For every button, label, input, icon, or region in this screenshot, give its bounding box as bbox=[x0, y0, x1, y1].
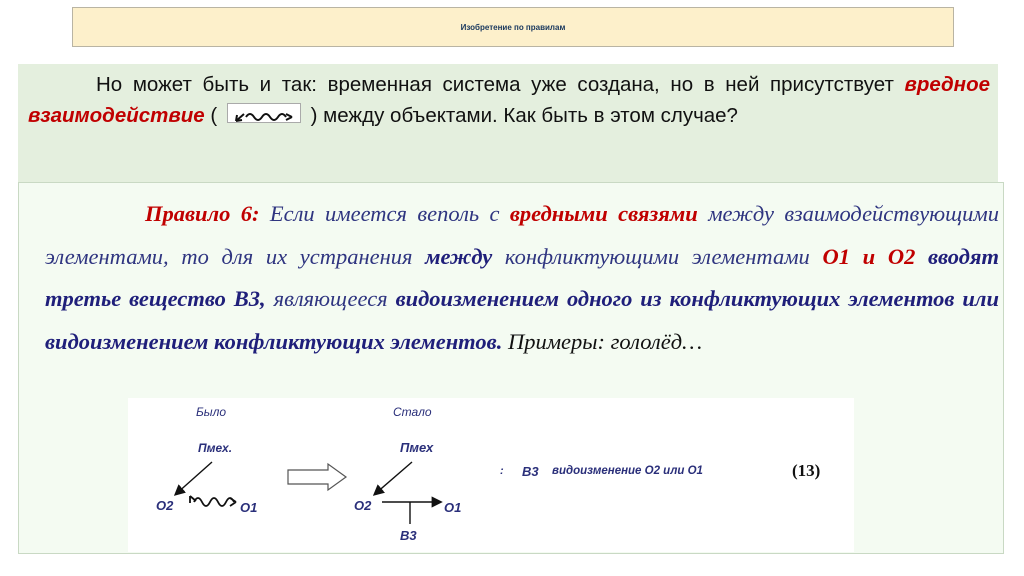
modification-text: видоизменением одного из конфликтующих элементов или видоизменением конфликтующих элементов. bbox=[45, 286, 999, 354]
was-label: Было bbox=[196, 405, 227, 419]
title-bar bbox=[72, 7, 954, 47]
o1-left-label: О1 bbox=[240, 500, 258, 515]
harmful-interaction-label: вредное взаимодействие bbox=[28, 73, 990, 127]
harmful-wave-diagram bbox=[194, 498, 234, 506]
page-title: Изобретение по правилам bbox=[460, 22, 566, 32]
close-paren: ) bbox=[304, 104, 324, 127]
open-paren: ( bbox=[204, 104, 223, 127]
became-label: Стало bbox=[393, 405, 432, 419]
rule-t2: между взаимодействующими элементами, то для их устранения bbox=[45, 201, 999, 269]
rule-text bbox=[45, 193, 999, 363]
formula-b3: В3 bbox=[522, 464, 539, 479]
arrow-left-diagonal bbox=[176, 462, 212, 494]
p-mech-left-label: Пмех. bbox=[198, 441, 233, 455]
rule-t4: являющееся bbox=[265, 286, 396, 311]
intro-text-before: Но может быть и так: временная система уже создана, но в ней присутствует bbox=[96, 73, 905, 96]
o2-right-label: О2 bbox=[354, 498, 372, 513]
o2-left-label: О2 bbox=[156, 498, 174, 513]
harmful-links: вредными связями bbox=[509, 201, 698, 226]
transform-arrow-icon bbox=[288, 464, 346, 490]
harmful-wave-icon bbox=[227, 103, 301, 123]
arrow-right-diagonal bbox=[375, 462, 412, 494]
su-field-diagram bbox=[128, 398, 854, 552]
formula-text: видоизменение О2 или О1 bbox=[552, 465, 703, 477]
rule-t1: Если имеется веполь с bbox=[259, 201, 510, 226]
formula-prefix: : bbox=[500, 465, 504, 477]
formula-number: (13) bbox=[792, 461, 821, 480]
o1-o2-label: О1 и О2 bbox=[822, 243, 916, 269]
rule-t3: конфликтующими элементами bbox=[492, 243, 823, 269]
intro-paragraph bbox=[18, 64, 998, 182]
examples-text: Примеры: гололёд… bbox=[502, 328, 703, 354]
rule-label: Правило 6: bbox=[145, 201, 260, 226]
intro-text-after: между объектами. Как быть в этом случае? bbox=[323, 104, 738, 127]
introduce-substance: вводят третье вещество В3, bbox=[45, 243, 1000, 311]
between-emphasis: между bbox=[425, 243, 493, 269]
b3-label: В3 bbox=[400, 528, 417, 543]
o1-right-label: О1 bbox=[444, 500, 462, 515]
p-mech-right-label: Пмех bbox=[400, 440, 434, 455]
